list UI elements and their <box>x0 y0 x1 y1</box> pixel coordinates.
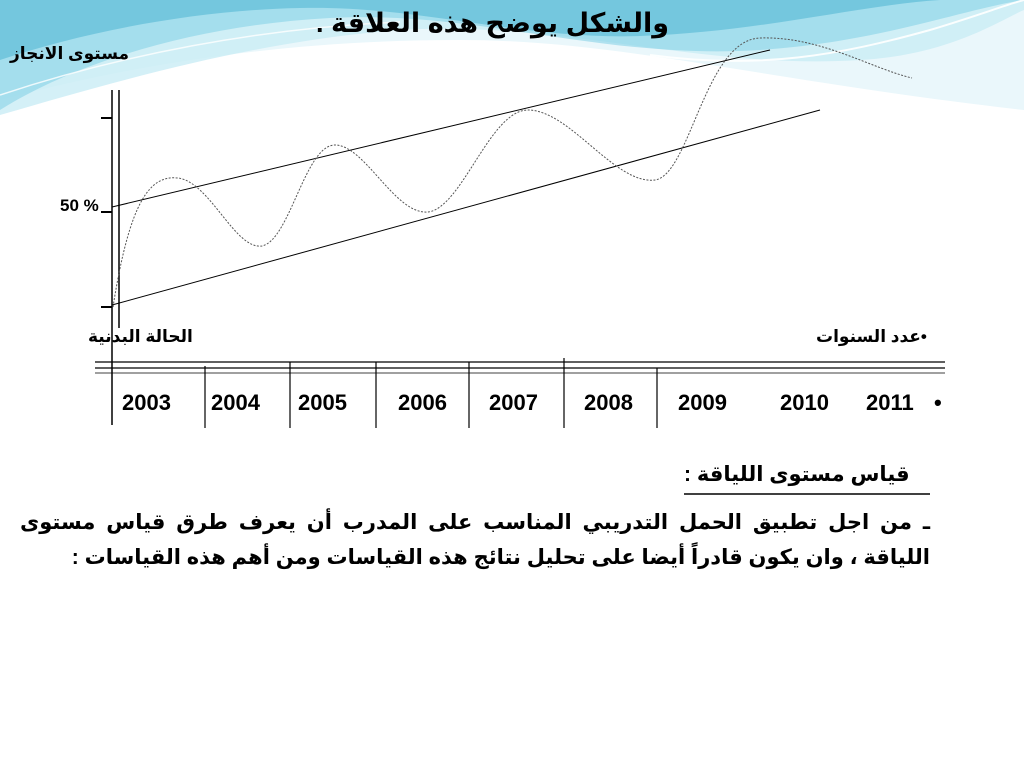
year-label: 2004 <box>211 390 260 415</box>
performance-curve <box>113 38 912 307</box>
year-label: 2007 <box>489 390 538 415</box>
year-label: 2003 <box>122 390 171 415</box>
fitness-paragraph: ـ من اجل تطبيق الحمل التدريبي المناسب على المدرب أن يعرف طرق قياس مستوى اللياقة ، وان يكون قادراً أيضا على تحليل نتائج هذه القياسات ومن أهم هذه القياسات : <box>20 511 930 569</box>
y-axis-label: مستوى الانجاز <box>10 44 130 63</box>
years-axis-label: •عدد السنوات <box>816 327 927 346</box>
initial-state-label: الحالة البدنية <box>88 327 193 346</box>
slide-title: والشكل يوضح هذه العلاقة . <box>316 8 670 38</box>
upper-trend-line <box>112 50 770 207</box>
fifty-percent-label: 50 % <box>60 196 99 215</box>
year-label: 2011 <box>866 390 914 415</box>
fitness-heading: قياس مستوى اللياقة : <box>684 463 910 486</box>
bullet-icon: • <box>934 390 942 415</box>
lower-trend-line <box>112 110 820 305</box>
year-label: 2006 <box>398 390 447 415</box>
year-label: 2010 <box>780 390 829 415</box>
year-label: 2005 <box>298 390 347 415</box>
year-label: 2008 <box>584 390 633 415</box>
year-label: 2009 <box>678 390 727 415</box>
